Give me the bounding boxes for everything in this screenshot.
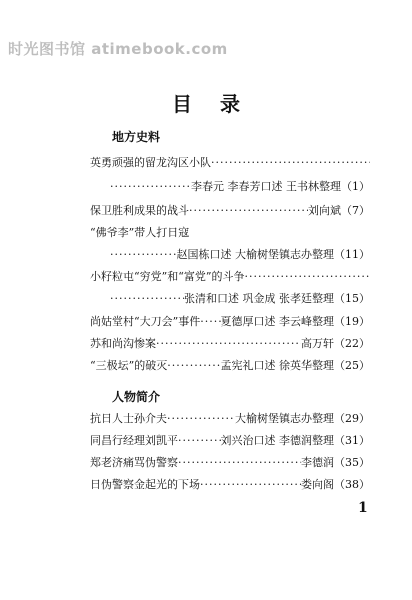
toc-entry	[110, 290, 370, 306]
entry-credit: 李德润	[301, 456, 334, 469]
section-heading-local-history: 地方史料	[112, 130, 161, 144]
entry-title: 保卫胜利成果的战斗	[90, 204, 189, 217]
entry-page: （11）	[334, 248, 370, 261]
toc-entry	[90, 454, 370, 470]
entry-page: （1）	[341, 180, 370, 193]
leader-dots	[167, 359, 220, 372]
toc-entry	[90, 357, 370, 373]
entry-title: 小籽粒屯“穷党”和“富党”的斗争	[90, 270, 245, 283]
entry-page: （29）	[334, 412, 370, 425]
entry-page: （19）	[334, 315, 370, 328]
toc-entry	[90, 202, 370, 218]
entry-page: （38）	[334, 478, 370, 491]
section-heading-biographies: 人物简介	[112, 390, 161, 404]
entry-credit: 赵国栋口述 大榆树堡镇志办整理	[176, 248, 334, 261]
entry-title: “三极坛”的破灭	[90, 359, 168, 372]
toc-entry	[90, 410, 370, 426]
entry-credit: 刘向斌	[308, 204, 341, 217]
toc-entry	[90, 432, 370, 448]
leader-dots	[178, 456, 301, 469]
entry-title: 英勇顽强的留龙沟区小队	[90, 156, 211, 169]
leader-dots	[110, 292, 184, 305]
toc-entry	[90, 335, 370, 351]
entry-page: （7）	[341, 204, 370, 217]
watermark: 时光图书馆 atimebook.com	[8, 40, 228, 58]
toc-entry	[90, 268, 370, 284]
entry-page: （22）	[334, 337, 370, 350]
toc-entry	[110, 178, 370, 194]
entry-page: （31）	[334, 434, 370, 447]
entry-credit: 夏德厚口述 李云峰整理	[220, 315, 334, 328]
entry-title: “佛爷李”带人打日寇	[90, 226, 190, 239]
page-title: 目录	[172, 92, 268, 116]
leader-dots	[200, 478, 301, 491]
entry-title: 同昌行经理刘凯平	[90, 434, 178, 447]
page-number: 1	[358, 500, 368, 516]
entry-credit: 刘兴治口述 李德润整理	[220, 434, 334, 447]
entry-title: 苏和尚沟惨案	[90, 337, 156, 350]
leader-dots	[110, 180, 191, 193]
entry-page: （25）	[334, 359, 370, 372]
entry-page: （15）	[334, 292, 370, 305]
entry-credit: 孟宪礼口述 徐英华整理	[220, 359, 334, 372]
entry-credit: 大榆树堡镇志办整理	[235, 412, 334, 425]
entry-title: 尚姑堂村“大刀会”事件	[90, 315, 201, 328]
leader-dots	[211, 156, 370, 169]
leader-dots	[110, 248, 177, 261]
entry-page: （35）	[334, 456, 370, 469]
leader-dots	[200, 315, 220, 328]
leader-dots	[245, 270, 371, 283]
toc-entry	[90, 476, 370, 492]
toc-entry	[110, 246, 370, 262]
entry-credit: 李春元 李春芳口述 王书林整理	[191, 180, 341, 193]
leader-dots	[178, 434, 221, 447]
leader-dots	[189, 204, 308, 217]
toc-entry	[90, 224, 370, 240]
entry-credit: 张清和口述 巩金成 张孝廷整理	[184, 292, 334, 305]
entry-title: 郑老济痛骂伪警察	[90, 456, 178, 469]
toc-entry	[90, 313, 370, 329]
entry-credit: 娄向阁	[301, 478, 334, 491]
entry-title: 抗日人士孙介夫	[90, 412, 167, 425]
entry-credit: 高万轩	[301, 337, 334, 350]
leader-dots	[167, 412, 235, 425]
toc-entry	[90, 154, 370, 170]
entry-title: 日伪警察金起光的下场	[90, 478, 200, 491]
leader-dots	[156, 337, 301, 350]
